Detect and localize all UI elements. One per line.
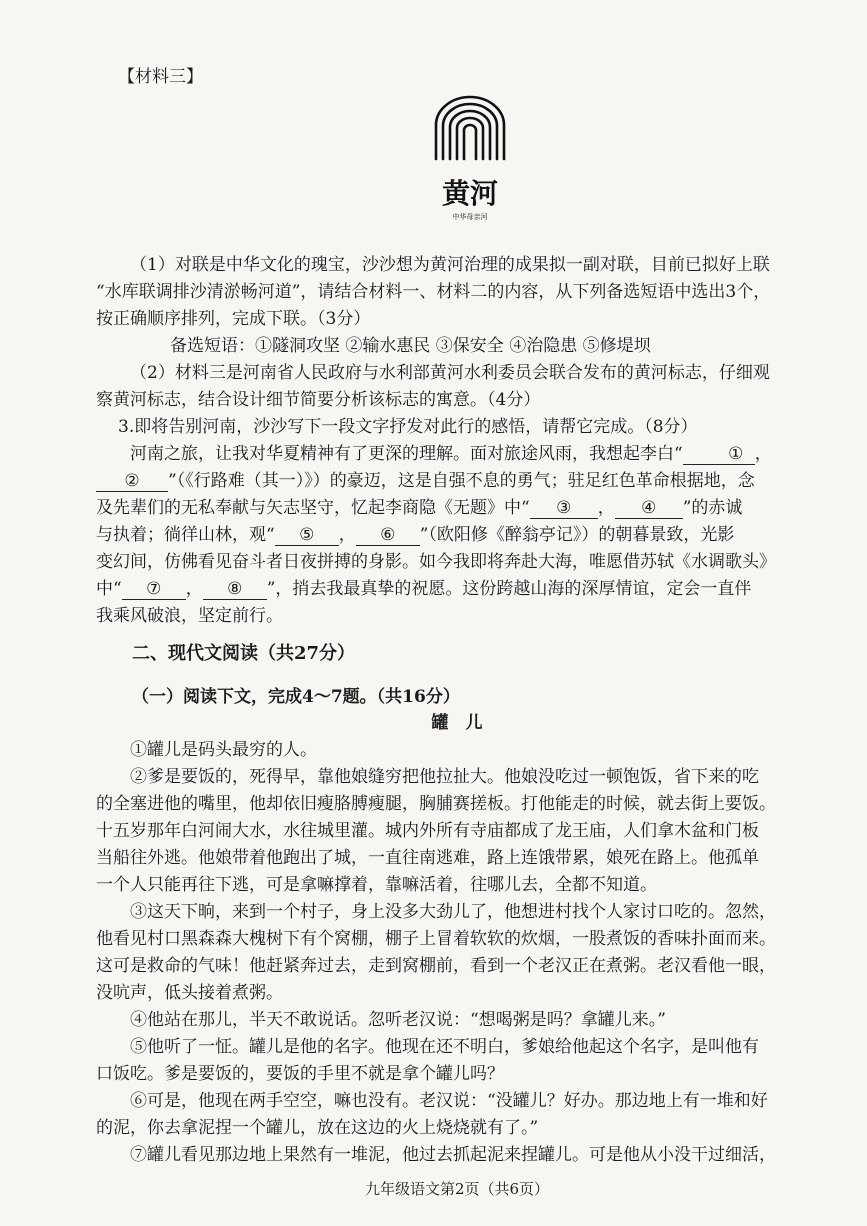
para-line: ③这天下晌，来到一个村子，身上没多大劲儿了，他想进村找个人家讨口吃的。忽然，: [130, 902, 776, 922]
q2-line1: （2）材料三是河南省人民政府与水利部黄河水利委员会联合发布的黄河标志，仔细观: [130, 363, 770, 383]
para-line: ①罐儿是码头最穷的人。: [130, 740, 317, 760]
blank-7[interactable]: ⑦: [122, 579, 186, 600]
q3-line1: 河南之旅，让我对华夏精神有了更深的理解。面对旅途风雨，我想起李白“ ① ，: [130, 444, 772, 464]
blank-8[interactable]: ⑧: [203, 579, 267, 600]
q3-line3: 及先辈们的无私奉献与矢志坚守，忆起李商隐《无题》中“ ③ ， ④ ”的赤诚: [96, 498, 743, 518]
q3-line4: 与执着；徜徉山林，观“ ⑤ ， ⑥ ”（欧阳修《醉翁亭记》）的朝暮景致，光影: [96, 525, 735, 545]
blank-4[interactable]: ④: [615, 498, 683, 519]
q3-line6: 中“ ⑦ ， ⑧ ”，捎去我最真挚的祝愿。这份跨越山海的深厚情谊，定会一直伴: [96, 579, 752, 599]
para-line: 当船往外逃。他娘带着他跑出了城，一直往南逃难，路上连饿带累，娘死在路上。他孤单: [96, 848, 759, 868]
yellow-river-emblem-icon: [430, 95, 510, 225]
para-line: ②爹是要饭的，死得早，靠他娘缝穷把他拉扯大。他娘没吃过一顿饱饭，省下来的吃: [130, 767, 759, 787]
para-line: 的泥，你去拿泥捏一个罐儿，放在这边的火上烧烧就有了。”: [96, 1118, 539, 1138]
q3-line5: 变幻间，仿佛看见奋斗者日夜拼搏的身影。如今我即将奔赴大海，唯愿借苏轼《水调歌头》: [96, 552, 776, 572]
blank-5[interactable]: ⑤: [275, 525, 339, 546]
page-footer: 九年级语文第2页（共6页）: [364, 1180, 550, 1198]
para-line: ⑥可是，他现在两手空空，嘛也没有。老汉说：“没罐儿？好办。那边地上有一堆和好: [130, 1091, 768, 1111]
para-line: 没吭声，低头接着煮粥。: [96, 983, 283, 1003]
q3-line7: 我乘风破浪，坚定前行。: [96, 606, 283, 626]
q1-line1: （1）对联是中华文化的瑰宝，沙沙想为黄河治理的成果拟一副对联，目前已拟好上联: [130, 255, 770, 275]
q3-line2: ② ”（《行路难（其一）》）的豪迈，这是自强不息的勇气；驻足红色革命根据地，念: [96, 468, 818, 495]
options-line: 备选短语：①隧洞攻坚 ②输水惠民 ③保安全 ④治隐患 ⑤修堤坝: [170, 336, 651, 356]
blank-6[interactable]: ⑥: [356, 525, 420, 546]
blank-3[interactable]: ③: [530, 498, 598, 519]
logo-main-text: 黄河: [441, 177, 499, 210]
para-line: ⑦罐儿看见那边地上果然有一堆泥，他过去抓起泥来捏罐儿。可是他从小没干过细活，: [130, 1145, 776, 1165]
para-line: 这可是救命的气味！他赶紧奔过去，走到窝棚前，看到一个老汉正在煮粥。老汉看他一眼，: [96, 956, 776, 976]
para-line: 他看见村口黑森森大槐树下有个窝棚，棚子上冒着软软的炊烟，一股煮饭的香味扑面而来。: [96, 929, 776, 949]
para-line: ④他站在那儿，半天不敢说话。忽听老汉说：“想喝粥是吗？拿罐儿来。”: [130, 1010, 666, 1030]
blank-2[interactable]: ②: [96, 471, 168, 492]
q1-line2: “水库联调排沙清淤畅河道”，请结合材料一、材料二的内容，从下列备选短语中选出3个，: [96, 282, 771, 302]
q3-title: 3.即将告别河南，沙沙写下一段文字抒发对此行的感悟，请帮它完成。（8分）: [118, 417, 698, 437]
para-line: ⑤他听了一怔。罐儿是他的名字。他现在还不明白，爹娘给他起这个名字，是叫他有: [130, 1037, 759, 1057]
material-heading: 【材料三】: [118, 67, 203, 87]
sub1-heading: （一）阅读下文，完成4～7题。（共16分）: [132, 687, 460, 707]
para-line: 口饭吃。爹是要饭的，要饭的手里不就是拿个罐儿吗？: [96, 1064, 504, 1084]
para-line: 十五岁那年白河闹大水，水往城里灌。城内外所有寺庙都成了龙王庙，人们拿木盆和门板: [96, 821, 759, 841]
q1-line3: 按正确顺序排列，完成下联。（3分）: [96, 309, 371, 329]
q2-line2: 察黄河标志，结合设计细节简要分析该标志的寓意。（4分）: [96, 390, 541, 410]
para-line: 一个人只能再往下逃，可是拿嘛撑着，靠嘛活着，往哪儿去，全都不知道。: [96, 875, 657, 895]
section2-heading: 二、现代文阅读（共27分）: [132, 643, 356, 664]
para-line: 的全塞进他的嘴里，他却依旧瘦胳膊瘦腿，胸脯赛搓板。打他能走的时候，就去街上要饭。: [96, 794, 776, 814]
logo-sub-text: 中华母亲河: [452, 213, 488, 221]
blank-1[interactable]: ①: [683, 444, 755, 465]
yellow-river-logo: [430, 95, 510, 229]
story-title: 罐 儿: [431, 713, 483, 733]
